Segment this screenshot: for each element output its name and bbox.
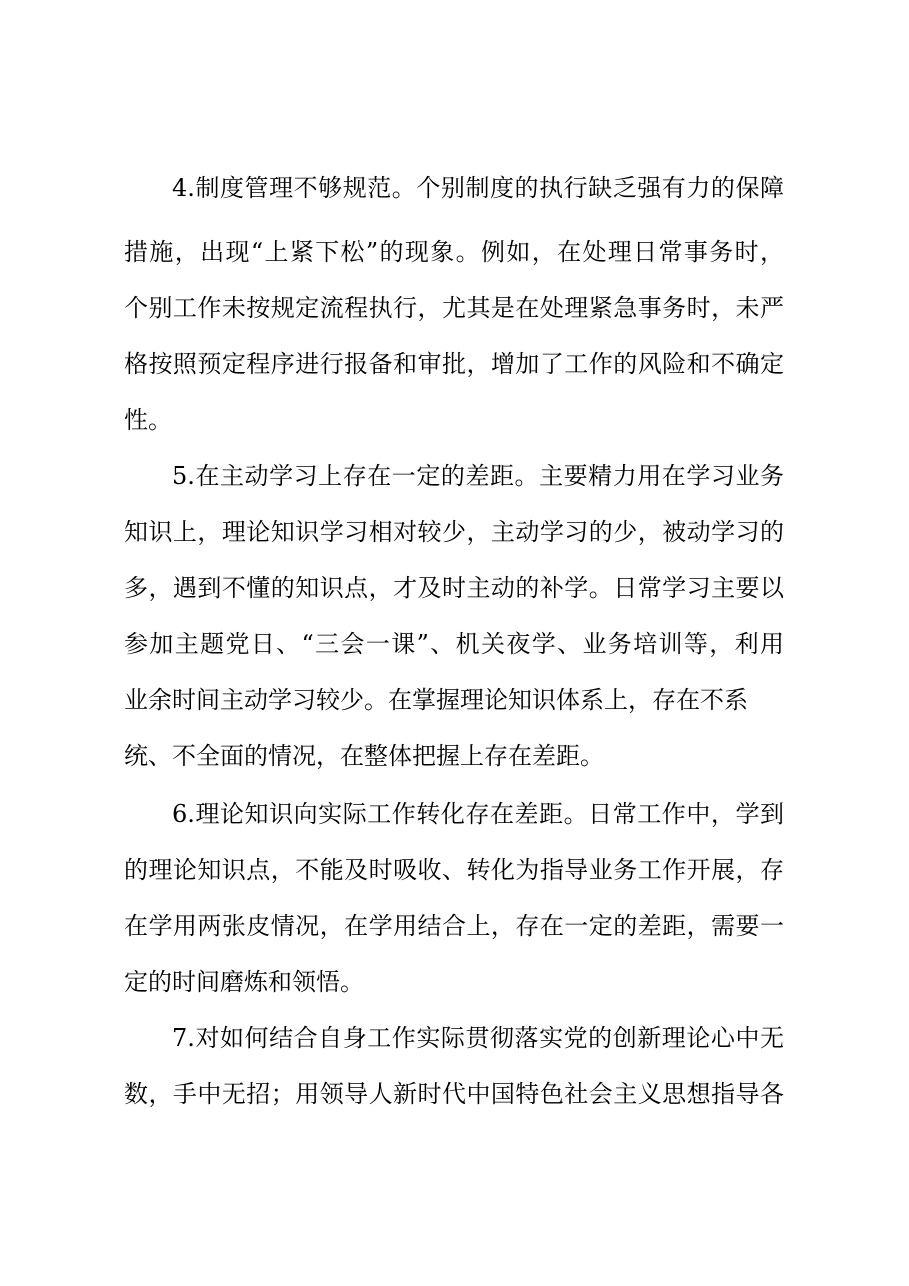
paragraph-5-line-4: 参加主题党日、“三会一课”、机关夜学、业务培训等，利用 [124,630,784,658]
paragraph-5-line-6: 统、不全面的情况，在整体把握上存在差距。 [124,742,604,770]
paragraph-6-line-4: 定的时间磨炼和领悟。 [124,968,364,996]
paragraph-5-line-1: 5.在主动学习上存在一定的差距。主要精力用在学习业务 [172,462,784,490]
paragraph-4-line-4: 格按照预定程序进行报备和审批，增加了工作的风险和不确定 [124,350,784,378]
paragraph-5-line-5: 业余时间主动学习较少。在掌握理论知识体系上，存在不系 [124,686,748,714]
paragraph-6-line-2: 的理论知识点，不能及时吸收、转化为指导业务工作开展，存 [124,856,784,884]
paragraph-4-line-1: 4.制度管理不够规范。个别制度的执行缺乏强有力的保障 [172,174,784,202]
paragraph-7-line-1: 7.对如何结合自身工作实际贯彻落实党的创新理论心中无 [172,1024,784,1052]
paragraph-5-line-3: 多，遇到不懂的知识点，才及时主动的补学。日常学习主要以 [124,574,784,602]
paragraph-7-line-2: 数，手中无招；用领导人新时代中国特色社会主义思想指导各 [124,1080,784,1108]
paragraph-6-line-3: 在学用两张皮情况，在学用结合上，存在一定的差距，需要一 [124,912,784,940]
paragraph-4-line-2: 措施，出现“上紧下松”的现象。例如，在处理日常事务时， [124,238,784,266]
paragraph-5-line-2: 知识上，理论知识学习相对较少，主动学习的少，被动学习的 [124,518,784,546]
paragraph-6-line-1: 6.理论知识向实际工作转化存在差距。日常工作中，学到 [172,800,784,828]
paragraph-4-line-5: 性。 [124,406,172,434]
paragraph-4-line-3: 个别工作未按规定流程执行，尤其是在处理紧急事务时，未严 [124,294,784,322]
